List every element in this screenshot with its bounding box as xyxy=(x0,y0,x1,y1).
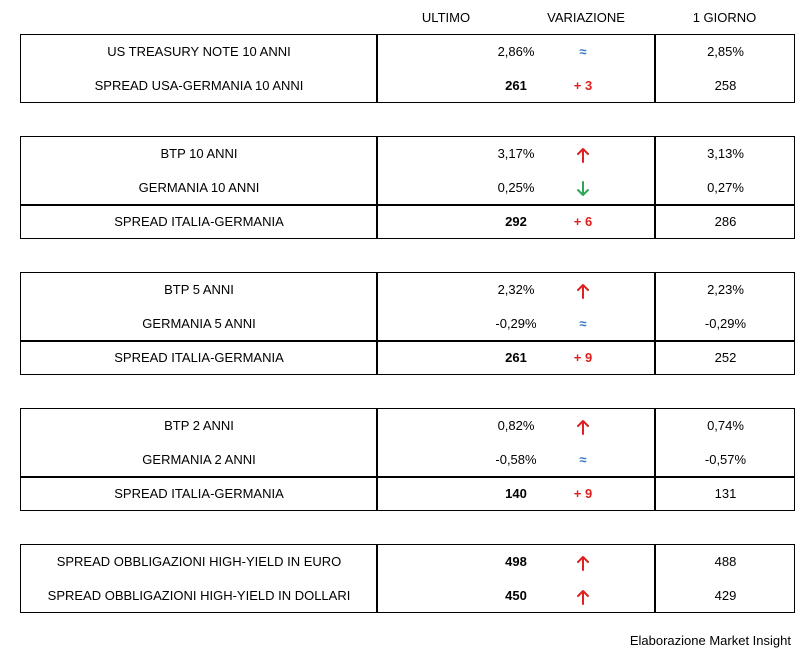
ultimo-value: 2,32% xyxy=(497,282,535,297)
giorno-cell: 131 xyxy=(714,486,737,501)
giorno-cell: 286 xyxy=(714,214,737,229)
row-label: BTP 2 ANNI xyxy=(164,418,234,433)
row-label: SPREAD OBBLIGAZIONI HIGH-YIELD IN DOLLARI xyxy=(47,588,351,603)
arrow-up-icon xyxy=(511,545,655,579)
row-label: BTP 10 ANNI xyxy=(160,146,238,161)
row-label: SPREAD ITALIA-GERMANIA xyxy=(114,350,284,365)
ultimo-value: 140 xyxy=(505,486,527,501)
row-label: BTP 5 ANNI xyxy=(164,282,234,297)
table-row xyxy=(21,69,794,103)
table-group xyxy=(20,408,795,511)
table-row xyxy=(21,171,794,205)
ultimo-value: 0,25% xyxy=(497,180,535,195)
ultimo-value: 2,86% xyxy=(497,44,535,59)
row-label: GERMANIA 5 ANNI xyxy=(142,316,256,331)
table-row xyxy=(21,443,794,477)
arrow-down-icon xyxy=(511,171,655,205)
giorno-cell: 488 xyxy=(714,554,737,569)
header-ultimo: ULTIMO xyxy=(421,10,471,25)
variazione-value: + 3 xyxy=(573,78,593,93)
giorno-cell: 2,85% xyxy=(707,44,744,59)
table-row xyxy=(21,307,794,341)
row-label: SPREAD USA-GERMANIA 10 ANNI xyxy=(94,78,304,93)
ultimo-value: -0,29% xyxy=(495,316,537,331)
ultimo-value: 0,82% xyxy=(497,418,535,433)
table-group xyxy=(20,34,795,103)
variazione-cell xyxy=(511,341,655,375)
ultimo-value: 292 xyxy=(505,214,527,229)
variazione-cell xyxy=(511,69,655,103)
arrow-up-icon xyxy=(511,137,655,171)
ultimo-value: 261 xyxy=(505,350,527,365)
header-1-giorno: 1 GIORNO xyxy=(692,10,757,25)
row-label: SPREAD ITALIA-GERMANIA xyxy=(114,214,284,229)
giorno-cell: 3,13% xyxy=(707,146,744,161)
footer-credit: Elaborazione Market Insight xyxy=(629,633,791,648)
table-group xyxy=(20,136,795,239)
arrow-up-icon xyxy=(511,409,655,443)
table-row xyxy=(21,477,794,511)
table-row xyxy=(21,273,794,307)
approx-icon xyxy=(511,35,655,69)
giorno-cell: 2,23% xyxy=(707,282,744,297)
row-label: GERMANIA 10 ANNI xyxy=(138,180,260,195)
ultimo-value: 3,17% xyxy=(497,146,535,161)
table-row xyxy=(21,205,794,239)
ultimo-value: 450 xyxy=(505,588,527,603)
arrow-up-icon xyxy=(511,273,655,307)
table-row xyxy=(21,579,794,613)
approx-icon xyxy=(511,443,655,477)
giorno-cell: 429 xyxy=(714,588,737,603)
ultimo-value: 261 xyxy=(505,78,527,93)
giorno-cell: -0,57% xyxy=(704,452,747,467)
table-row xyxy=(21,409,794,443)
giorno-cell: 252 xyxy=(714,350,737,365)
approx-icon xyxy=(511,307,655,341)
variazione-value: ≈ xyxy=(579,44,587,59)
table-row xyxy=(21,545,794,579)
giorno-cell: -0,29% xyxy=(704,316,747,331)
row-label: SPREAD OBBLIGAZIONI HIGH-YIELD IN EURO xyxy=(56,554,342,569)
giorno-cell: 258 xyxy=(714,78,737,93)
row-label: US TREASURY NOTE 10 ANNI xyxy=(107,44,291,59)
variazione-value: + 6 xyxy=(573,214,593,229)
giorno-cell: 0,27% xyxy=(707,180,744,195)
row-label: SPREAD ITALIA-GERMANIA xyxy=(114,486,284,501)
giorno-cell: 0,74% xyxy=(707,418,744,433)
table-row xyxy=(21,137,794,171)
ultimo-value: 498 xyxy=(505,554,527,569)
variazione-value: ≈ xyxy=(579,452,587,467)
arrow-up-icon xyxy=(511,579,655,613)
table-group xyxy=(20,272,795,375)
table-row xyxy=(21,341,794,375)
variazione-cell xyxy=(511,205,655,239)
variazione-cell xyxy=(511,477,655,511)
variazione-value: + 9 xyxy=(573,350,593,365)
table-group xyxy=(20,544,795,613)
row-label: GERMANIA 2 ANNI xyxy=(142,452,256,467)
variazione-value: + 9 xyxy=(573,486,593,501)
table-row xyxy=(21,35,794,69)
header-variazione: VARIAZIONE xyxy=(547,10,625,25)
variazione-value: ≈ xyxy=(579,316,587,331)
ultimo-value: -0,58% xyxy=(495,452,537,467)
